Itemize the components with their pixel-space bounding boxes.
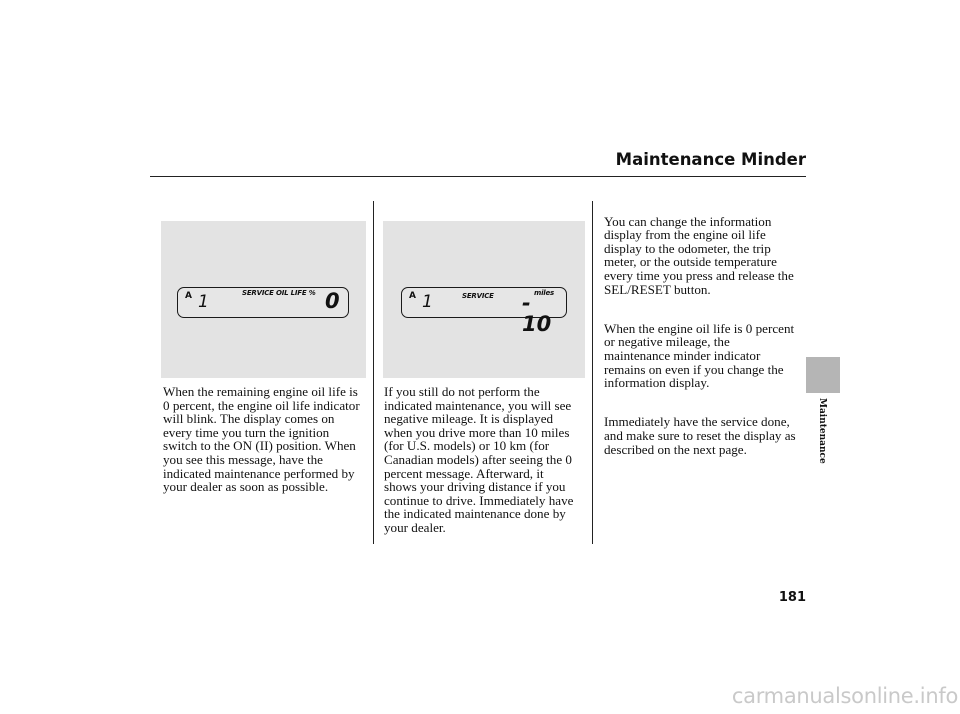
negative-mileage-display-illustration [383, 221, 585, 378]
section-tab [806, 357, 840, 393]
header-divider [150, 176, 806, 177]
lcd-panel [401, 287, 567, 336]
lcd-letter: A [409, 291, 416, 301]
lcd-letter: A [185, 291, 192, 301]
lcd-value: 0 [325, 289, 340, 313]
right-column-text [604, 201, 806, 482]
watermark: carmanualsonline.info [731, 684, 958, 708]
column-divider-2 [592, 201, 593, 544]
lcd-panel [177, 287, 349, 318]
section-tab-label: Maintenance [817, 398, 827, 464]
lcd-digit: 1 [198, 292, 209, 312]
lcd-value: - 10 [522, 291, 552, 336]
middle-column-text: If you still do not perform the indicated maintenance, you will see negative mileage. It is displayed when you drive more than 10 miles (for U.S. models) or 10 km (for Canadian models) after seeing the 0 percent message. Afterward, it shows your driving distance if you continue to drive. Immediately have the indicated maintenance done by your dealer. [384, 384, 574, 535]
lcd-digit: 1 [422, 292, 433, 312]
lcd-label-miles: miles [534, 289, 555, 297]
paragraph: Immediately have the service done, and make sure to reset the display as described on the next page. [604, 414, 796, 457]
page-number: 181 [778, 590, 806, 605]
lcd-label: SERVICE OIL LIFE % [242, 289, 316, 297]
left-column-text: When the remaining engine oil life is 0 percent, the engine oil life indicator will blink. The display comes on every time you turn the ignition switch to the ON (II) position. When you see this message, have the indicated maintenance performed by your dealer as soon as possible. [163, 384, 360, 495]
column-divider-1 [373, 201, 374, 544]
lcd-label-service: SERVICE [462, 292, 494, 300]
page-title: Maintenance Minder [615, 150, 806, 169]
paragraph: You can change the information display from the engine oil life display to the odometer, the trip meter, or the outside temperature every time you press and release the SEL/RESET button. [604, 213, 794, 297]
oil-life-display-illustration [161, 221, 366, 378]
paragraph: When the engine oil life is 0 percent or negative mileage, the maintenance minder indicator remains on even if you change the information display. [604, 320, 795, 391]
